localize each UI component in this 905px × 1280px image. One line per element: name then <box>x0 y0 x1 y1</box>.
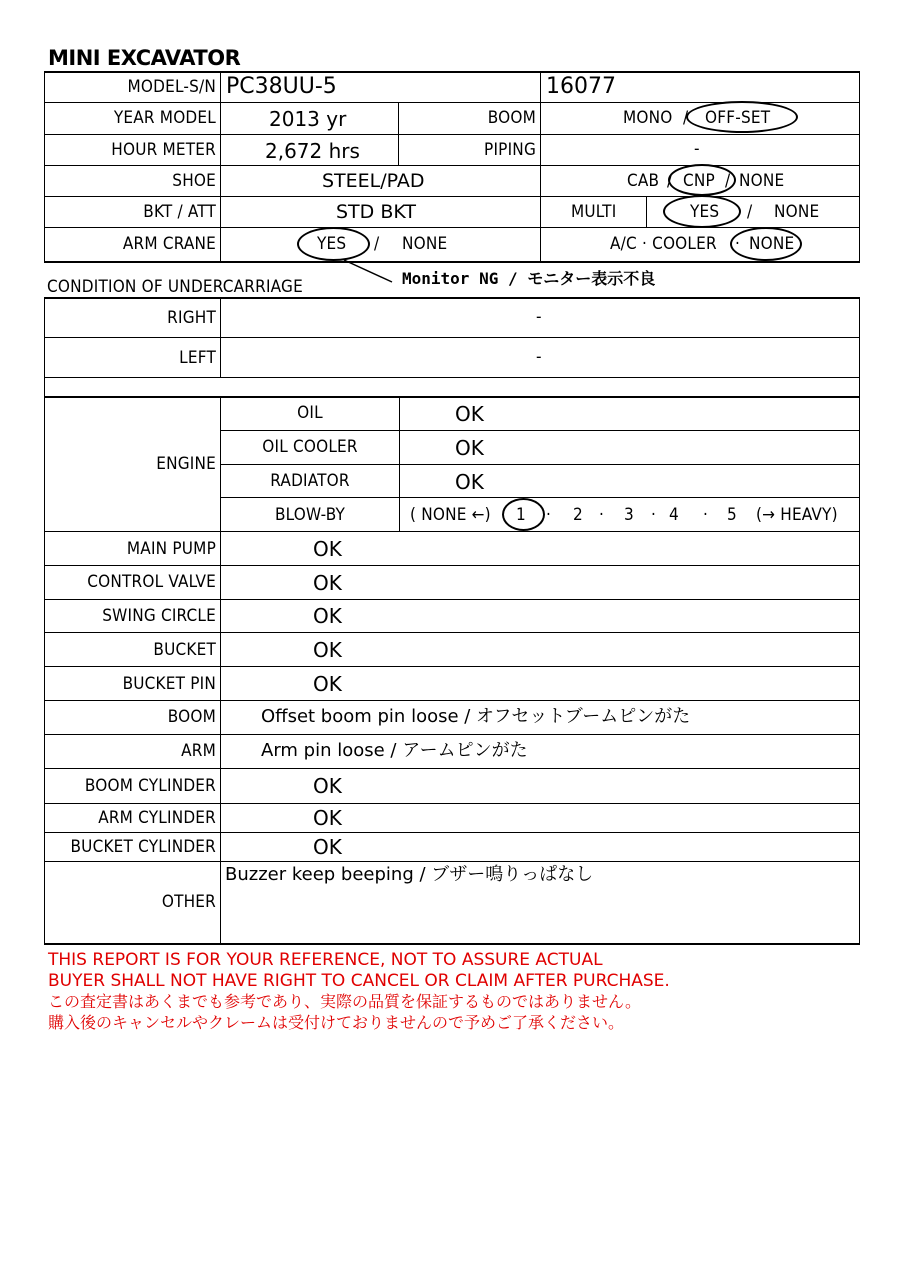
multi-none-option: NONE <box>774 202 820 222</box>
boom-mono-option: MONO <box>623 108 673 128</box>
bucket-cylinder-label: BUCKET CYLINDER <box>70 837 216 857</box>
page-title: MINI EXCAVATOR <box>48 46 241 70</box>
blow-by-level-2: 2 <box>573 505 583 525</box>
shoe-value: STEEL/PAD <box>322 170 425 192</box>
main-pump-label: MAIN PUMP <box>126 539 216 559</box>
annotation-pointer-line <box>0 0 905 300</box>
disclaimer-line-1: THIS REPORT IS FOR YOUR REFERENCE, NOT TO ASSURE ACTUAL <box>48 950 603 970</box>
ac-cooler-label: A/C · COOLER <box>610 234 717 254</box>
blow-by-heavy-end: (→ HEAVY) <box>756 505 838 525</box>
engine-oil-value: OK <box>455 402 484 426</box>
multi-separator: / <box>747 202 753 222</box>
engine-oil-label: OIL <box>297 403 323 423</box>
main-pump-value: OK <box>313 537 342 561</box>
arm-crane-separator: / <box>374 234 380 254</box>
boom-type-label: BOOM <box>487 108 536 128</box>
piping-label: PIPING <box>484 140 536 160</box>
hour-meter-value: 2,672 hrs <box>265 139 360 163</box>
boom-cylinder-value: OK <box>313 774 342 798</box>
arm-label: ARM <box>181 741 216 761</box>
bucket-label: BUCKET <box>153 640 216 660</box>
bkt-value: STD BKT <box>336 201 416 223</box>
disclaimer-line-2: BUYER SHALL NOT HAVE RIGHT TO CANCEL OR CLAIM AFTER PURCHASE. <box>48 971 670 991</box>
serial-number-value: 16077 <box>546 74 616 99</box>
blow-by-level-1-selected-circle <box>502 498 545 531</box>
boom-label: BOOM <box>167 707 216 727</box>
multi-label: MULTI <box>571 202 617 222</box>
blow-by-dot-3: · <box>651 505 657 525</box>
arm-crane-none-option: NONE <box>402 234 448 254</box>
undercarriage-right-value: - <box>536 307 542 327</box>
blow-by-level-1: 1 <box>516 505 526 525</box>
other-label: OTHER <box>161 892 216 912</box>
boom-option-separator: / <box>683 108 689 128</box>
shoe-label: SHOE <box>172 171 216 191</box>
blow-by-dot-4: · <box>703 505 709 525</box>
undercarriage-left-value: - <box>536 347 542 367</box>
boom-cylinder-label: BOOM CYLINDER <box>84 776 216 796</box>
engine-label: ENGINE <box>156 454 216 474</box>
blow-by-level-4: 4 <box>669 505 679 525</box>
engine-radiator-label: RADIATOR <box>270 471 350 491</box>
blow-by-none-end: ( NONE ←) <box>410 505 491 525</box>
arm-value: Arm pin loose / アームピンがた <box>261 740 528 761</box>
cab-none-option: NONE <box>739 171 785 191</box>
control-valve-label: CONTROL VALVE <box>87 572 216 592</box>
multi-yes-option: YES <box>690 202 720 222</box>
year-model-label: YEAR MODEL <box>113 108 216 128</box>
piping-value: - <box>694 139 700 159</box>
year-value: 2013 yr <box>269 107 347 131</box>
cab-separator-1: / <box>667 171 673 191</box>
bucket-pin-label: BUCKET PIN <box>122 674 216 694</box>
ac-separator: · <box>735 234 741 254</box>
blow-by-dot-1: · <box>546 505 552 525</box>
engine-oil-cooler-label: OIL COOLER <box>262 437 358 457</box>
boom-value: Offset boom pin loose / オフセットブームピンがた <box>261 706 691 727</box>
undercarriage-heading: CONDITION OF UNDERCARRIAGE <box>47 277 303 297</box>
ac-none-option: NONE <box>749 234 795 254</box>
blow-by-level-3: 3 <box>624 505 634 525</box>
undercarriage-right-label: RIGHT <box>167 308 216 328</box>
blow-by-dot-2: · <box>599 505 605 525</box>
arm-crane-label: ARM CRANE <box>122 234 216 254</box>
hour-meter-label: HOUR METER <box>111 140 216 160</box>
blow-by-level-5: 5 <box>727 505 737 525</box>
other-value: Buzzer keep beeping / ブザー鳴りっぱなし <box>225 864 594 885</box>
cnp-option: CNP <box>683 171 715 191</box>
cab-option: CAB <box>627 171 660 191</box>
arm-crane-yes-option: YES <box>317 234 347 254</box>
undercarriage-left-label: LEFT <box>179 348 216 368</box>
disclaimer-line-4: 購入後のキャンセルやクレームは受付けておりませんので予めご了承ください。 <box>48 1013 625 1032</box>
bucket-cylinder-value: OK <box>313 835 342 859</box>
bucket-value: OK <box>313 638 342 662</box>
boom-offset-option: OFF-SET <box>705 108 771 128</box>
control-valve-value: OK <box>313 571 342 595</box>
engine-oil-cooler-value: OK <box>455 436 484 460</box>
swing-circle-value: OK <box>313 604 342 628</box>
cab-separator-2: / <box>725 171 731 191</box>
swing-circle-label: SWING CIRCLE <box>102 606 216 626</box>
engine-radiator-value: OK <box>455 470 484 494</box>
bucket-pin-value: OK <box>313 672 342 696</box>
arm-cylinder-label: ARM CYLINDER <box>98 808 216 828</box>
arm-cylinder-value: OK <box>313 806 342 830</box>
bkt-att-label: BKT / ATT <box>143 202 216 222</box>
model-sn-label: MODEL-S/N <box>127 77 216 97</box>
monitor-note: Monitor NG / モニター表示不良 <box>402 269 656 288</box>
model-value: PC38UU-5 <box>226 74 337 99</box>
engine-blow-by-label: BLOW-BY <box>274 505 346 525</box>
disclaimer-line-3: この査定書はあくまでも参考であり、実際の品質を保証するものではありません。 <box>48 992 641 1011</box>
